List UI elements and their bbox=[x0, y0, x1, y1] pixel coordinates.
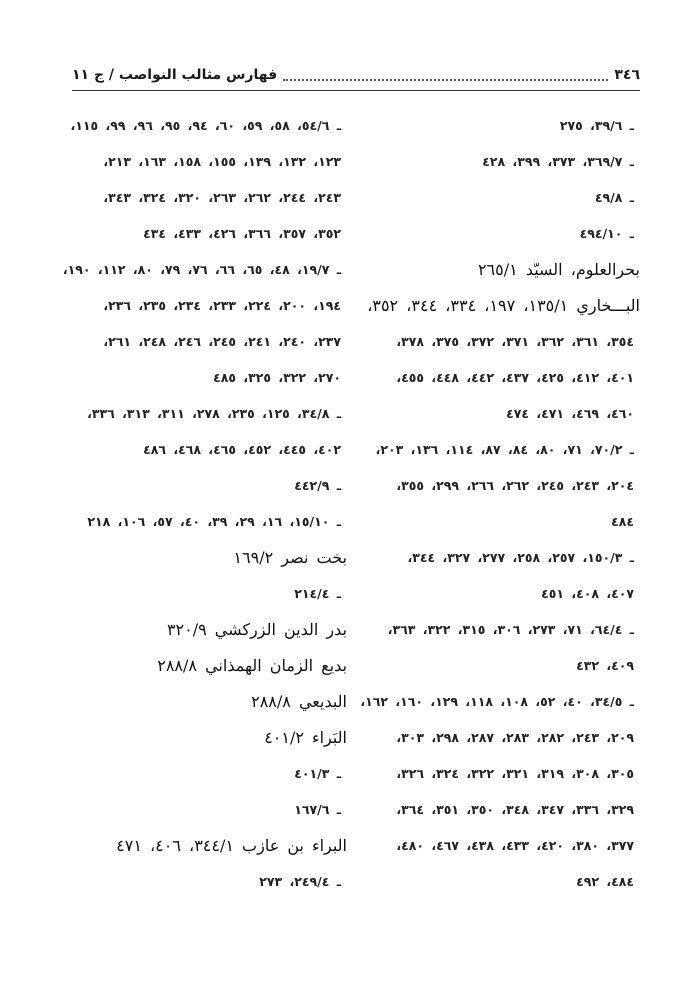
index-entry-line: ٣٥٢، ٣٥٧، ٣٦٦، ٤٢٦، ٤٣٣، ٤٣٤ bbox=[143, 226, 341, 241]
index-entry-line: ٤٠٩، ٤٣٢ bbox=[576, 658, 634, 673]
index-entry-line: ـ ٥٤/٦، ٥٨، ٥٩، ٦٠، ٩٤، ٩٥، ٩٦، ٩٩، ١١٥، bbox=[70, 118, 341, 133]
index-entry-line: ٤٠٧، ٤٠٨، ٤٥١ bbox=[541, 586, 634, 601]
index-entry-line: ٤٠٢، ٤٤٥، ٤٥٢، ٤٦٥، ٤٦٨، ٤٨٦ bbox=[143, 442, 341, 457]
index-entry-line: ـ ٤٤٢/٩ bbox=[294, 478, 341, 493]
index-entry-line: ـ ٦٤/٤، ٧١، ٢٧٣، ٣٠٦، ٣١٥، ٣٢٢، ٣٦٣، bbox=[387, 622, 634, 637]
index-entry-heading: البراء بن عازب ٣٤٤/١، ٤٠٦، ٤٧١ bbox=[116, 836, 347, 855]
index-entry-heading: بخت نصر ١٦٩/٢ bbox=[233, 548, 347, 567]
index-entry-line: ـ ٣٦٩/٧، ٣٧٣، ٣٩٩، ٤٢٨ bbox=[482, 154, 634, 169]
index-entry-line: ١٩٤، ٢٠٠، ٢٢٤، ٢٣٣، ٢٣٤، ٢٣٥، ٢٣٦، bbox=[103, 298, 341, 313]
running-header bbox=[72, 62, 640, 88]
index-column-left bbox=[62, 112, 347, 904]
index-entry-line: ٤٨٤ bbox=[611, 514, 634, 529]
index-entry-line: ٣٧٧، ٣٨٠، ٤٢٠، ٤٣٣، ٤٣٨، ٤٦٧، ٤٨٠، bbox=[396, 838, 634, 853]
index-entry-heading: البـــخاري ١٣٥/١، ١٩٧، ٣٣٤، ٣٤٤، ٣٥٢، bbox=[367, 296, 640, 315]
index-entry-heading: بدر الدين الزركشي ٣٢٠/٩ bbox=[166, 620, 347, 639]
index-entry-line: ٢٧٠، ٣٢٢، ٣٢٥، ٤٨٥ bbox=[213, 370, 341, 385]
index-entry-line: ـ ٤٠١/٣ bbox=[294, 766, 341, 781]
index-entry-line: ١٢٣، ١٣٢، ١٣٩، ١٥٥، ١٥٨، ١٦٣، ٢١٣، bbox=[103, 154, 341, 169]
index-entry-line: ٢٠٩، ٢٤٣، ٢٨٢، ٢٨٣، ٢٨٧، ٢٩٨، ٣٠٣، bbox=[396, 730, 634, 745]
index-entry-line: ٣٢٩، ٣٣٦، ٣٤٧، ٣٤٨، ٣٥٠، ٣٥١، ٣٦٤، bbox=[396, 802, 634, 817]
index-entry-line: ـ ٣٤/٥، ٤٠، ٥٢، ١٠٨، ١١٨، ١٢٩، ١٦٠، ١٦٢، bbox=[360, 694, 634, 709]
index-entry-line: ٤٦٠، ٤٦٩، ٤٧١، ٤٧٤ bbox=[506, 406, 634, 421]
index-entry-line: ٢٤٣، ٢٤٤، ٢٦٢، ٢٦٣، ٣٢٠، ٣٢٤، ٣٤٣، bbox=[103, 190, 341, 205]
index-entry-line: ـ ٣٤/٨، ١٢٥، ٢٣٥، ٢٧٨، ٣١١، ٣١٣، ٣٣٦، bbox=[87, 406, 341, 421]
index-entry-heading: البَراء ٤٠١/٢ bbox=[264, 728, 347, 747]
running-title: فهارس مثالب النواصب / ج ١١ bbox=[72, 67, 278, 83]
index-entry-line: ٤٠١، ٤١٢، ٤٢٥، ٤٣٧، ٤٤٢، ٤٤٨، ٤٥٥، bbox=[396, 370, 634, 385]
index-entry-line: ٢٣٧، ٢٤٠، ٢٤١، ٢٤٥، ٢٤٦، ٢٤٨، ٢٦١، bbox=[103, 334, 341, 349]
index-entry-line: ٣٥٤، ٣٦١، ٣٦٢، ٣٧١، ٣٧٢، ٣٧٥، ٣٧٨، bbox=[396, 334, 634, 349]
page-number: ٣٤٦ bbox=[614, 67, 640, 83]
index-entry-line: ـ ٢٤٩/٤، ٢٧٣ bbox=[259, 874, 341, 889]
index-entry-line: ٤٨٤، ٤٩٢ bbox=[576, 874, 634, 889]
index-column-right bbox=[355, 112, 640, 904]
index-entry-line: ٣٠٥، ٣٠٨، ٣١٩، ٣٢١، ٣٢٢، ٣٢٤، ٣٢٦، bbox=[396, 766, 634, 781]
header-dot-leader bbox=[283, 69, 608, 81]
index-entry-line: ـ ١٩/٧، ٤٨، ٦٥، ٦٦، ٧٦، ٧٩، ٨٠، ١١٢، ١٩٠، bbox=[62, 262, 341, 277]
index-entry-heading: البديعي ٢٨٨/٨ bbox=[251, 692, 347, 711]
index-entry-line: ـ ٤٩/٨ bbox=[594, 190, 634, 205]
index-entry-heading: بحرالعلوم، السيّد ٢٦٥/١ bbox=[477, 260, 640, 279]
index-entry-line: ـ ٢١٤/٤ bbox=[294, 586, 341, 601]
index-entry-line: ـ ١٥/١٠، ١٦، ٢٩، ٣٩، ٤٠، ٥٧، ١٠٦، ٢١٨ bbox=[87, 514, 341, 529]
index-entry-heading: بديع الزمان الهمذاني ٢٨٨/٨ bbox=[157, 656, 347, 675]
index-entry-line: ـ ٣٩/٦، ٢٧٥ bbox=[559, 118, 634, 133]
index-entry-line: ـ ٧٠/٢، ٧١، ٨٠، ٨٤، ٨٧، ١١٤، ١٣٦، ٢٠٣، bbox=[375, 442, 634, 457]
header-rule bbox=[72, 90, 640, 91]
index-entry-line: ـ ٤٩٤/١٠ bbox=[579, 226, 634, 241]
index-entry-line: ٢٠٤، ٢٤٣، ٢٤٥، ٢٦٢، ٢٦٦، ٢٩٩، ٣٥٥، bbox=[396, 478, 634, 493]
index-entry-line: ـ ١٦٧/٦ bbox=[294, 802, 341, 817]
index-entry-line: ـ ١٥٠/٣، ٢٥٧، ٢٥٨، ٢٧٧، ٣٢٧، ٣٤٤، bbox=[407, 550, 634, 565]
